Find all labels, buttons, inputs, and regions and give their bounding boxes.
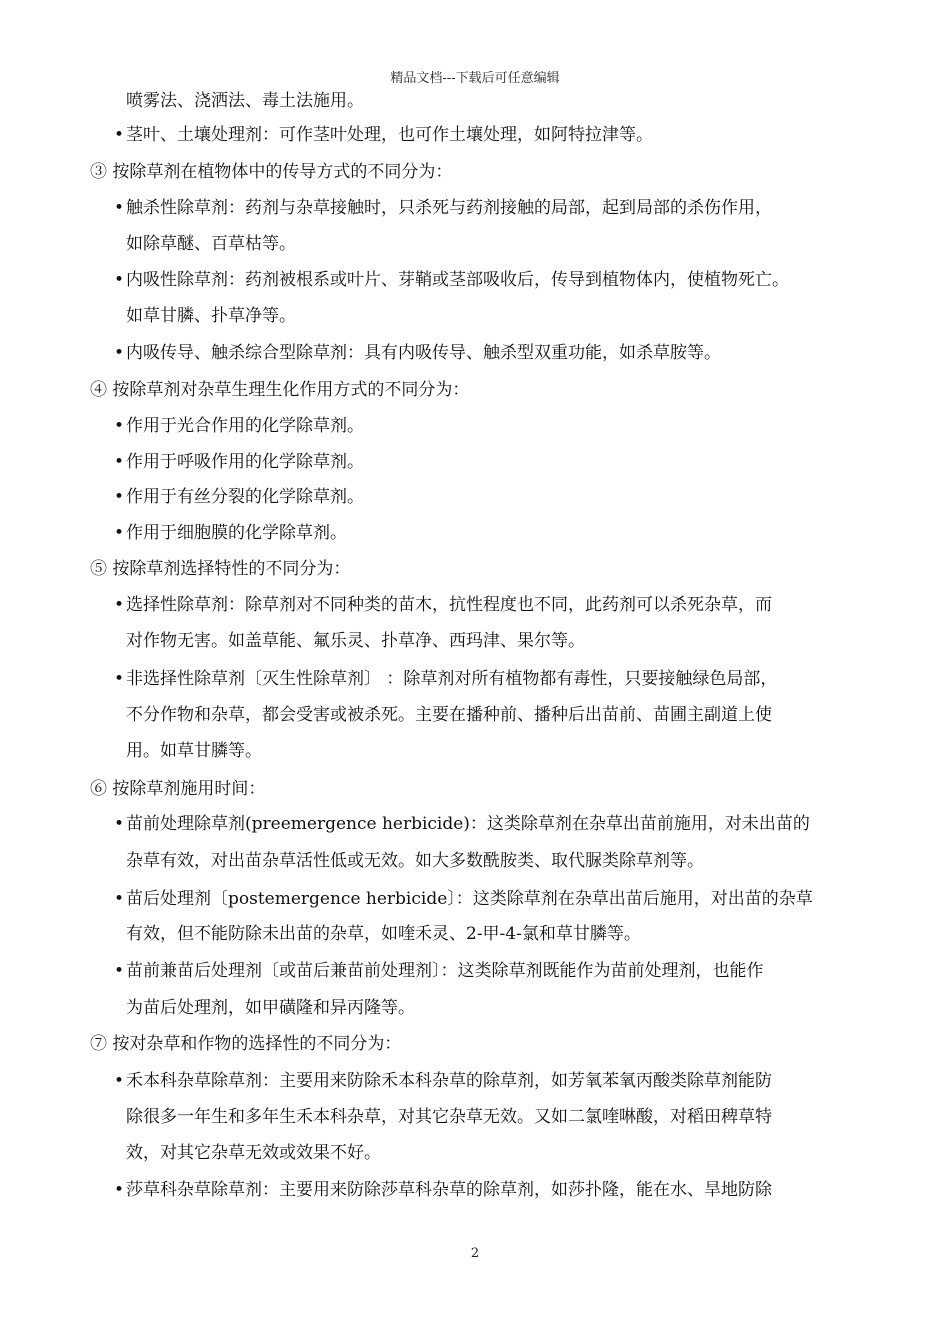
bullet-icon: • (114, 814, 125, 834)
text-line: 对作物无害。如盖草能、氟乐灵、扑草净、西玛津、果尔等。 (126, 631, 585, 651)
list-item-text: 作用于有丝分裂的化学除草剂。 (126, 487, 364, 507)
list-item-text: 内吸传导、触杀综合型除草剂：具有内吸传导、触杀型双重功能，如杀草胺等。 (126, 343, 721, 363)
list-item (114, 196, 772, 220)
bullet-icon: • (114, 125, 125, 145)
list-item (114, 667, 777, 691)
bullet-icon: • (114, 595, 125, 615)
list-item (114, 450, 364, 474)
list-item (114, 414, 364, 438)
section-heading: ③ 按除草剂在植物体中的传导方式的不同分为： (90, 162, 453, 182)
list-item-text: 选择性除草剂：除草剂对不同种类的苗木，抗性程度也不同，此药剂可以杀死杂草，而 (126, 595, 772, 615)
list-item-text: 苗后处理剂〔postemergence herbicide〕：这类除草剂在杂草出苗后施用，对出苗的杂草 (126, 889, 813, 909)
bullet-icon: • (114, 416, 125, 436)
section-heading: ⑥ 按除草剂施用时间： (90, 779, 266, 799)
text-line: 杂草有效，对出苗杂草活性低或无效。如大多数酰胺类、取代脲类除草剂等。 (126, 851, 704, 871)
bullet-icon: • (114, 523, 125, 543)
page-number: 2 (470, 1246, 480, 1261)
text-line: 用。如草甘膦等。 (126, 741, 262, 761)
section-heading: ⑤ 按除草剂选择特性的不同分为： (90, 559, 351, 579)
section-heading: ④ 按除草剂对杂草生理生化作用方式的不同分为： (90, 380, 470, 400)
text-line: 除很多一年生和多年生禾本科杂草，对其它杂草无效。又如二氯喹啉酸，对稻田稗草特 (126, 1107, 772, 1127)
text-line: 有效，但不能防除未出苗的杂草，如喹禾灵、2-甲-4-氯和草甘膦等。 (126, 924, 641, 944)
list-item (114, 812, 810, 836)
list-item-text: 作用于光合作用的化学除草剂。 (126, 416, 364, 436)
bullet-icon: • (114, 961, 125, 981)
page-header: 精品文档---下载后可任意编辑 (390, 71, 560, 86)
list-item-text: 莎草科杂草除草剂：主要用来防除莎草科杂草的除草剂，如莎扑隆，能在水、旱地防除 (126, 1180, 772, 1200)
text-line: 效，对其它杂草无效或效果不好。 (126, 1143, 381, 1163)
list-item (114, 887, 813, 911)
list-item (114, 485, 364, 509)
list-item-text: 茎叶、土壤处理剂：可作茎叶处理，也可作土壤处理，如阿特拉津等。 (126, 125, 653, 145)
list-item-text: 苗前处理除草剂(preemergence herbicide)：这类除草剂在杂草出苗前施用，对未出苗的 (126, 814, 810, 834)
list-item-text: 苗前兼苗后处理剂〔或苗后兼苗前处理剂〕：这类除草剂既能作为苗前处理剂，也能作 (126, 961, 764, 981)
list-item-text: 非选择性除草剂〔灭生性除草剂〕 ：除草剂对所有植物都有毒性，只要接触绿色局部， (126, 669, 778, 689)
list-item (114, 593, 772, 617)
list-item-text: 内吸性除草剂：药剂被根系或叶片、芽鞘或茎部吸收后，传导到植物体内，使植物死亡。 (126, 270, 789, 290)
text-line: 如除草醚、百草枯等。 (126, 234, 296, 254)
list-item-text: 触杀性除草剂：药剂与杂草接触时，只杀死与药剂接触的局部，起到局部的杀伤作用， (126, 198, 772, 218)
list-item (114, 1069, 772, 1093)
bullet-icon: • (114, 487, 125, 507)
list-item-text: 禾本科杂草除草剂：主要用来防除禾本科杂草的除草剂，如芳氧苯氧丙酸类除草剂能防 (126, 1071, 772, 1091)
list-item-text: 作用于呼吸作用的化学除草剂。 (126, 452, 364, 472)
bullet-icon: • (114, 1180, 125, 1200)
bullet-icon: • (114, 1071, 125, 1091)
text-line: 喷雾法、浇洒法、毒土法施用。 (126, 91, 364, 111)
list-item (114, 521, 347, 545)
bullet-icon: • (114, 270, 125, 290)
section-heading: ⑦ 按对杂草和作物的选择性的不同分为： (90, 1034, 402, 1054)
list-item (114, 1178, 772, 1202)
list-item-text: 作用于细胞膜的化学除草剂。 (126, 523, 347, 543)
text-line: 不分作物和杂草，都会受害或被杀死。主要在播种前、播种后出苗前、苗圃主副道上使 (126, 705, 772, 725)
bullet-icon: • (114, 452, 125, 472)
bullet-icon: • (114, 343, 125, 363)
list-item (114, 341, 721, 365)
text-line: 为苗后处理剂，如甲磺隆和异丙隆等。 (126, 998, 415, 1018)
list-item (114, 959, 764, 983)
list-item (114, 123, 653, 147)
list-item (114, 268, 789, 292)
bullet-icon: • (114, 889, 125, 909)
text-line: 如草甘膦、扑草净等。 (126, 306, 296, 326)
bullet-icon: • (114, 669, 125, 689)
bullet-icon: • (114, 198, 125, 218)
